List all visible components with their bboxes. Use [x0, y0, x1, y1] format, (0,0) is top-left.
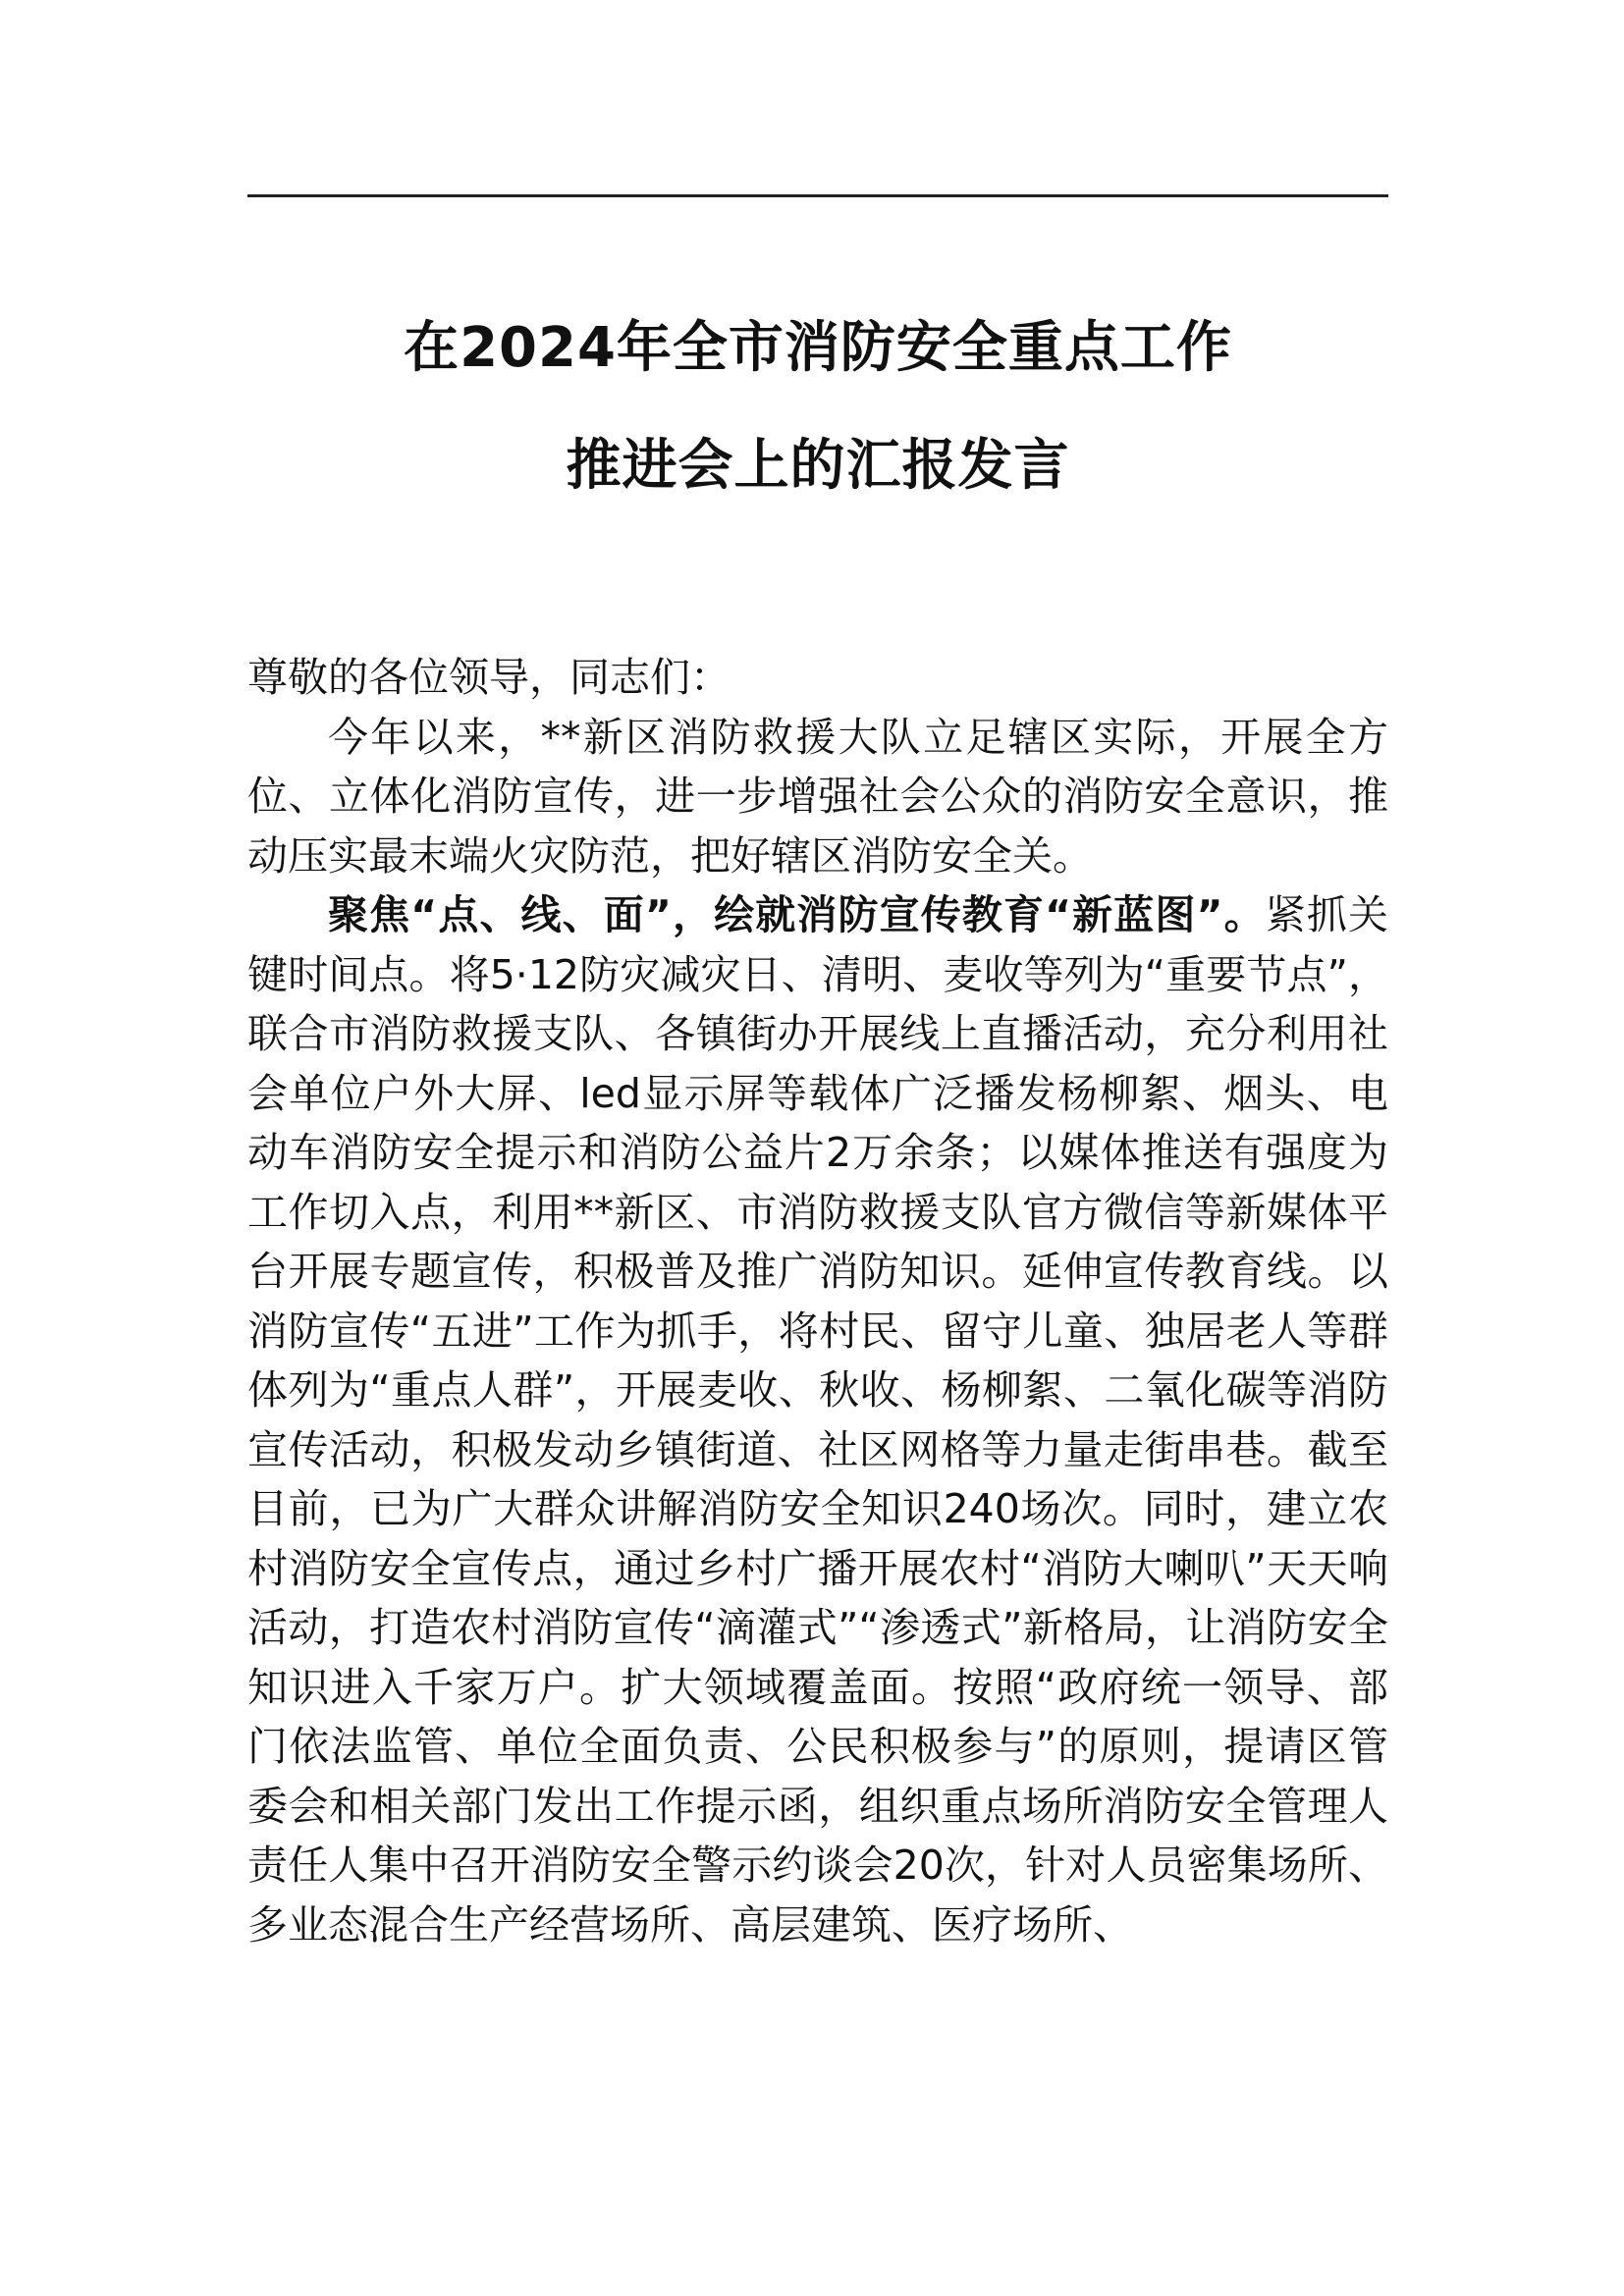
- document-body: [247, 648, 1388, 1954]
- document-title-line-1: 在2024年全市消防安全重点工作: [404, 316, 1232, 380]
- section-1-body: 紧抓关键时间点。将5·12防灾减灾日、清明、麦收等列为“重要节点”，联合市消防救援支队、各镇街办开展线上直播活动，充分利用社会单位户外大屏、led显示屏等载体广泛播发杨柳絮、烟头、电动车消防安全提示和消防公益片2万余条；以媒体推送有强度为工作切入点，利用**新区、市消防救援支队官方微信等新媒体平台开展专题宣传，积极普及推广消防知识。延伸宣传教育线。以消防宣传“五进”工作为抓手，将村民、留守儿童、独居老人等群体列为“重点人群”，开展麦收、秋收、杨柳絮、二氧化碳等消防宣传活动，积极发动乡镇街道、社区网格等力量走街串巷。截至目前，已为广大群众讲解消防安全知识240场次。同时，建立农村消防安全宣传点，通过乡村广播开展农村“消防大喇叭”天天响活动，打造农村消防宣传“滴灌式”“渗透式”新格局，让消防安全知识进入千家万户。扩大领域覆盖面。按照“政府统一领导、部门依法监管、单位全面负责、公民积极参与”的原则，提请区管委会和相关部门发出工作提示函，组织重点场所消防安全管理人责任人集中召开消防安全警示约谈会20次，针对人员密集场所、多业态混合生产经营场所、高层建筑、医疗场所、: [247, 891, 1388, 1949]
- salutation: 尊敬的各位领导，同志们：: [247, 654, 731, 701]
- intro-paragraph: 今年以来，**新区消防救援大队立足辖区实际，开展全方位、立体化消防宣传，进一步增强社会公众的消防安全意识，推动压实最末端火灾防范，把好辖区消防安全关。: [247, 713, 1388, 880]
- header-rule: [247, 194, 1388, 197]
- section-1-heading: 聚焦“点、线、面”，绘就消防宣传教育“新蓝图”。: [328, 891, 1266, 938]
- section-1-paragraph: [247, 885, 1388, 1954]
- document-title-line-2: 推进会上的汇报发言: [566, 434, 1070, 498]
